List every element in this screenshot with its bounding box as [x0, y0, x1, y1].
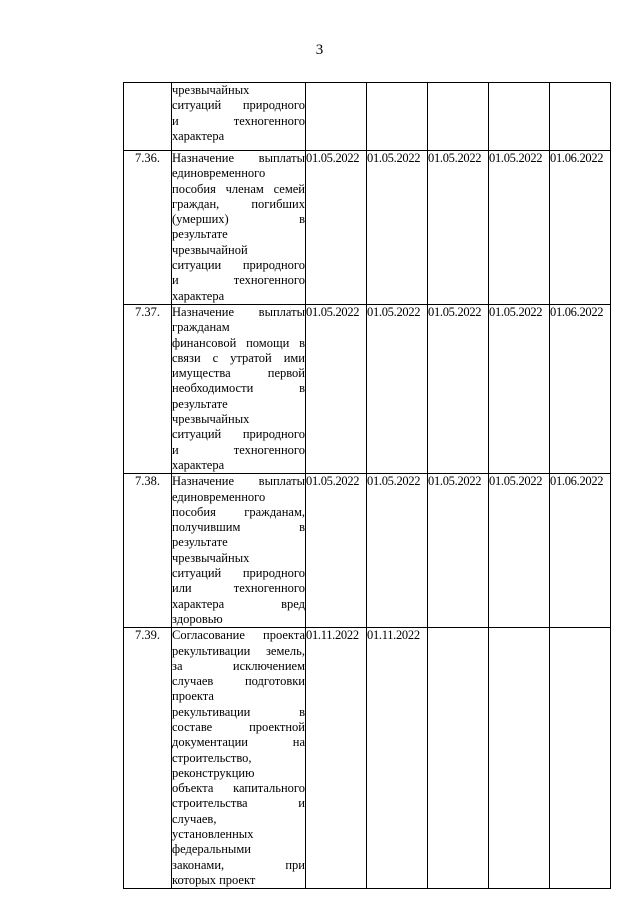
table-row	[124, 474, 611, 628]
row-number-cell	[124, 83, 172, 151]
date-cell	[489, 628, 550, 889]
service-name-line: ситуаций природного	[172, 566, 305, 581]
service-name-line: пособия гражданам,	[172, 504, 305, 519]
date-cell: 01.05.2022	[306, 304, 367, 473]
service-name-line: установленных	[172, 827, 254, 842]
service-name-line: рекультивации в	[172, 704, 305, 719]
row-number-cell: 7.37.	[124, 304, 172, 473]
service-name-line: и техногенного	[172, 113, 305, 128]
date-cell	[489, 83, 550, 151]
date-cell: 01.11.2022	[306, 628, 367, 889]
service-name-line: имущества первой	[172, 366, 305, 381]
service-name-line: необходимости в	[172, 381, 305, 396]
service-name-cell	[172, 151, 306, 305]
service-name-line: Назначение выплаты	[172, 151, 305, 165]
date-cell	[428, 83, 489, 151]
page-number: 3	[315, 42, 324, 58]
date-cell: 01.05.2022	[489, 151, 550, 305]
date-cell: 01.06.2022	[550, 304, 611, 473]
service-name-line: составе проектной	[172, 719, 305, 734]
service-name-cell	[172, 474, 306, 628]
service-name-line: характера	[172, 457, 225, 472]
date-cell: 01.06.2022	[550, 151, 611, 305]
service-name-line: федеральными	[172, 842, 251, 857]
date-cell: 01.05.2022	[367, 474, 428, 628]
table-row	[124, 83, 611, 151]
date-cell: 01.05.2022	[489, 304, 550, 473]
table-body	[124, 83, 611, 889]
date-cell	[550, 83, 611, 151]
service-name-line: связи с утратой ими	[172, 350, 305, 365]
service-name-line: законами, при	[172, 857, 305, 872]
service-name-line: чрезвычайных	[172, 412, 250, 427]
service-name-line: ситуации природного	[172, 258, 305, 273]
service-name-line: ситуаций природного	[172, 98, 305, 113]
date-cell: 01.05.2022	[428, 304, 489, 473]
service-name-line: строительства и	[172, 796, 305, 811]
service-name-line: проекта	[172, 689, 214, 704]
service-name-line: получившим в	[172, 520, 305, 535]
service-name-line: Назначение выплаты	[172, 474, 305, 489]
table-row	[124, 304, 611, 473]
service-name-line: за исключением	[172, 658, 305, 673]
service-name-line: пособия членам семей	[172, 181, 305, 196]
service-name-line: гражданам	[172, 320, 230, 335]
table-row	[124, 628, 611, 889]
date-cell: 01.05.2022	[428, 474, 489, 628]
service-name-cell	[172, 83, 306, 151]
table-row	[124, 151, 611, 305]
service-name-line: характера	[172, 128, 225, 143]
service-name-line: (умерших) в	[172, 212, 305, 227]
date-cell: 01.05.2022	[367, 151, 428, 305]
service-name-line: и техногенного	[172, 273, 305, 288]
service-name-cell	[172, 628, 306, 889]
date-cell	[428, 628, 489, 889]
service-name-line: ситуаций природного	[172, 427, 305, 442]
service-name-line: финансовой помощи в	[172, 335, 305, 350]
date-cell: 01.05.2022	[306, 474, 367, 628]
date-cell: 01.11.2022	[367, 628, 428, 889]
date-cell: 01.05.2022	[367, 304, 428, 473]
row-number-cell: 7.36.	[124, 151, 172, 305]
service-name-line: результате	[172, 227, 228, 242]
service-name-line: документации на	[172, 735, 305, 750]
date-cell	[306, 83, 367, 151]
regulation-table	[123, 82, 611, 889]
date-cell: 01.05.2022	[306, 151, 367, 305]
service-name-cell	[172, 304, 306, 473]
service-name-line: и техногенного	[172, 442, 305, 457]
service-name-line: рекультивации земель,	[172, 643, 305, 658]
service-name-line: которых проект	[172, 872, 256, 887]
service-name-line: результате	[172, 535, 228, 550]
service-name-line: случаев,	[172, 811, 217, 826]
service-name-line: здоровью	[172, 611, 223, 626]
service-name-line: характера вред	[172, 596, 305, 611]
date-cell: 01.06.2022	[550, 474, 611, 628]
service-name-line: чрезвычайных	[172, 83, 250, 97]
service-name-line: результате	[172, 396, 228, 411]
service-name-line: характера	[172, 288, 225, 303]
service-name-line: Согласование проекта	[172, 628, 305, 643]
service-name-line: или техногенного	[172, 581, 305, 596]
service-name-line: строительство,	[172, 750, 252, 765]
service-name-line: чрезвычайных	[172, 550, 250, 565]
service-name-line: реконструкцию	[172, 765, 255, 780]
row-number-cell: 7.39.	[124, 628, 172, 889]
service-name-line: граждан, погибших	[172, 196, 305, 211]
date-cell	[367, 83, 428, 151]
date-cell: 01.05.2022	[489, 474, 550, 628]
row-number-cell: 7.38.	[124, 474, 172, 628]
service-name-line: единовременного	[172, 489, 266, 504]
service-name-line: объекта капитального	[172, 781, 305, 796]
date-cell	[550, 628, 611, 889]
service-name-line: чрезвычайной	[172, 242, 248, 257]
service-name-line: Назначение выплаты	[172, 304, 305, 319]
service-name-line: случаев подготовки	[172, 674, 305, 689]
date-cell: 01.05.2022	[428, 151, 489, 305]
service-name-line: единовременного	[172, 166, 266, 181]
